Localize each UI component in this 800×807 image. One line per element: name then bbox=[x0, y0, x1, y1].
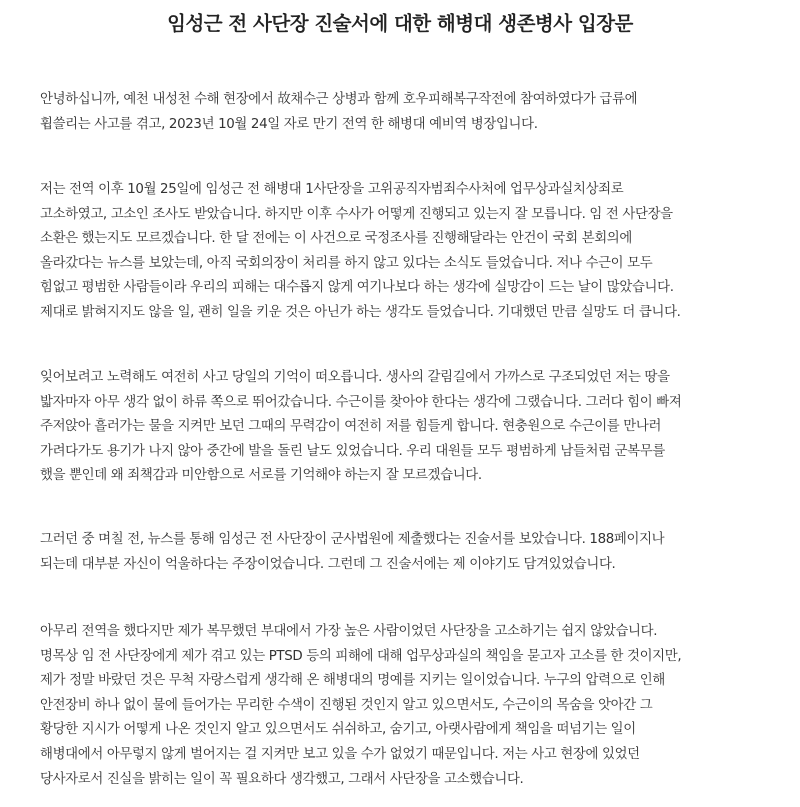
paragraph-complaint bbox=[40, 178, 770, 326]
paragraph-greeting bbox=[40, 88, 770, 137]
paragraph-line: 가려다가도 용기가 나지 않아 중간에 발을 돌린 날도 있었습니다. 우리 대원들 모두 평범하게 남들처럼 군복무를 bbox=[40, 443, 665, 459]
paragraph-line: 했을 뿐인데 왜 죄책감과 미안함으로 서로를 기억해야 하는지 잘 모르겠습니다. bbox=[40, 468, 482, 484]
paragraph-statement-news bbox=[40, 528, 770, 577]
paragraph-line: 황당한 지시가 어떻게 나온 것인지 알고 있으면서도 쉬쉬하고, 숨기고, 아랫사람에게 책임을 떠넘기는 일이 bbox=[40, 722, 636, 738]
paragraph-line: 그러던 중 며칠 전, 뉴스를 통해 임성근 전 사단장이 군사법원에 제출했다는 진술서를 보았습니다. 188페이지나 bbox=[40, 532, 665, 547]
paragraph-line: 저는 전역 이후 10월 25일에 임성근 전 해병대 1사단장을 고위공직자범죄수사처에 업무상과실치상죄로 bbox=[40, 182, 624, 197]
paragraph-line: 해병대에서 아무렇지 않게 벌어지는 걸 지켜만 보고 있을 수가 없었기 때문입니다. 저는 사고 현장에 있었던 bbox=[40, 746, 640, 762]
paragraph-line: 힘없고 평범한 사람들이라 우리의 피해는 대수롭지 않게 여기나보다 하는 생각에 실망감이 드는 날이 많았습니다. bbox=[40, 280, 674, 296]
paragraph-line: 주저앉아 흘러가는 물을 지켜만 보던 그때의 무력감이 여전히 저를 힘들게 합니다. 현충원으로 수근이를 만나러 bbox=[40, 419, 662, 435]
paragraph-memory bbox=[40, 366, 770, 489]
paragraph-line: 제가 정말 바랐던 것은 무척 자랑스럽게 생각해 온 해병대의 명예를 지키는 일이었습니다. 누구의 압력으로 인해 bbox=[40, 673, 665, 689]
paragraph-line: 밟자마자 아무 생각 없이 하류 쪽으로 뛰어갔습니다. 수근이를 찾아야 한다는 생각에 그랬습니다. 그러다 힘이 빠져 bbox=[40, 394, 682, 410]
paragraph-line: 당사자로서 진실을 밝히는 일이 꼭 필요하다 생각했고, 그래서 사단장을 고소했습니다. bbox=[40, 771, 524, 787]
paragraph-line: 휩쓸리는 사고를 겪고, 2023년 10월 24일 자로 만기 전역 한 해병대 예비역 병장입니다. bbox=[40, 116, 538, 132]
paragraph-line: 안녕하십니까, 예천 내성천 수해 현장에서 故채수근 상병과 함께 호우피해복구작전에 참여하였다가 급류에 bbox=[40, 92, 638, 107]
paragraph-line: 잊어보려고 노력해도 여전히 사고 당일의 기억이 떠오릅니다. 생사의 갈림길에서 가까스로 구조되었던 저는 땅을 bbox=[40, 370, 670, 385]
paragraph-line: 소환은 했는지도 모르겠습니다. 한 달 전에는 이 사건으로 국정조사를 진행해달라는 안건이 국회 본회의에 bbox=[40, 231, 632, 247]
paragraph-line: 안전장비 하나 없이 물에 들어가는 무리한 수색이 진행된 것인지 알고 있으면서도, 수근이의 목숨을 앗아간 그 bbox=[40, 697, 653, 713]
paragraph-line: 되는데 대부분 자신이 억울하다는 주장이었습니다. 그런데 그 진술서에는 제 이야기도 담겨있었습니다. bbox=[40, 556, 616, 572]
paragraph-line: 고소하였고, 고소인 조사도 받았습니다. 하지만 이후 수사가 어떻게 진행되고 있는지 잘 모릅니다. 임 전 사단장을 bbox=[40, 206, 673, 222]
paragraph-reason bbox=[40, 620, 770, 792]
paragraph-line: 아무리 전역을 했다지만 제가 복무했던 부대에서 가장 높은 사람이었던 사단장을 고소하기는 쉽지 않았습니다. bbox=[40, 624, 658, 639]
paragraph-line: 제대로 밝혀지지도 않을 일, 괜히 일을 키운 것은 아닌가 하는 생각도 들었습니다. 기대했던 만큼 실망도 더 큽니다. bbox=[40, 304, 681, 320]
paragraph-line: 명목상 임 전 사단장에게 제가 겪고 있는 PTSD 등의 피해에 대해 업무상과실의 책임을 묻고자 고소를 한 것이지만, bbox=[40, 648, 682, 664]
page-title: 임성근 전 사단장 진술서에 대한 해병대 생존병사 입장문 bbox=[167, 12, 633, 35]
paragraph-line: 올라갔다는 뉴스를 보았는데, 아직 국회의장이 처리를 하지 않고 있다는 소식도 들었습니다. 저나 수근이 모두 bbox=[40, 255, 653, 271]
